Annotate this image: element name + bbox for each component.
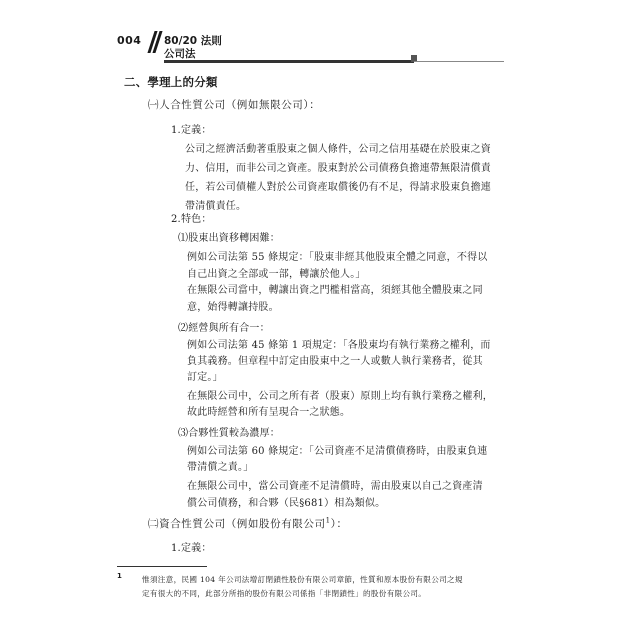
header-rule-thin xyxy=(414,61,504,62)
feature-heading: ⑵經營與所有合一： xyxy=(178,323,270,334)
footnote-line: 惟須注意，民國 104 年公司法增訂閉鎖性股份有限公司章節，性質和原本股份有限公司之規 xyxy=(142,575,463,584)
feature-paragraph-line: 例如公司法第 55 條規定：「股東非經其他股東全體之同意，不得以 xyxy=(187,252,488,263)
part2-heading-text: ㈡資合性質公司（例如股份有限公司 xyxy=(148,518,326,530)
feature-paragraph-line: 在無限公司中，公司之所有者（股東）原則上均有執行業務之權利， xyxy=(187,391,493,402)
feature-paragraph-line: 在無限公司當中，轉讓出資之門檻相當高，須經其他全體股東之同 xyxy=(187,285,483,296)
feature-heading: ⑴股東出資移轉困難： xyxy=(178,233,280,244)
feature-paragraph-line: 償公司債務，和合夥（民§681）相為類似。 xyxy=(187,498,386,509)
part1-definition-label: 1.定義： xyxy=(171,125,212,136)
header-rule xyxy=(164,60,414,63)
part1-heading: ㈠人合性質公司（例如無限公司）： xyxy=(148,99,321,111)
footnote-reference[interactable]: 1 xyxy=(325,516,331,525)
part2-definition-label: 1.定義： xyxy=(171,543,212,554)
feature-paragraph-line: 意，始得轉讓持股。 xyxy=(187,302,279,313)
footnote-mark: 1 xyxy=(117,572,122,580)
feature-paragraph-line: 例如公司法第 60 條規定：「公司資產不足清償債務時，由股東負連 xyxy=(187,446,488,457)
feature-paragraph-line: 帶清償之責。」 xyxy=(187,462,254,473)
page-number: 004 xyxy=(117,34,142,47)
part1-definition-line: 力、信用，而非公司之資產。股東對於公司債務負擔連帶無限清償責 xyxy=(185,163,491,174)
feature-paragraph-line: 自己出資之全部或一部，轉讓於他人。」 xyxy=(187,269,366,280)
running-header xyxy=(117,33,517,73)
part1-definition-line: 公司之經濟活動著重股東之個人條件，公司之信用基礎在於股東之資 xyxy=(185,144,491,155)
part1-definition-line: 帶清償責任。 xyxy=(185,201,247,212)
part2-heading xyxy=(148,515,348,534)
part2-heading-end: ）： xyxy=(330,518,348,530)
feature-paragraph-line: 例如公司法第 45 條第 1 項規定：「各股東均有執行業務之權利，而 xyxy=(187,340,491,351)
feature-paragraph-line: 訂定。」 xyxy=(187,372,223,383)
section-heading: 二、學理上的分類 xyxy=(124,75,218,89)
part1-definition-line: 任，若公司債權人對於公司資產取償後仍有不足，得請求股東負擔連 xyxy=(185,182,491,193)
part1-features-label: 2.特色： xyxy=(171,214,212,225)
feature-paragraph-line: 在無限公司中，當公司資產不足清償時，需由股東以自己之資產清 xyxy=(187,481,483,492)
feature-paragraph-line: 故此時經營和所有呈現合一之狀態。 xyxy=(187,407,351,418)
book-title: 80/20 法則 xyxy=(164,35,222,47)
footnote-line: 定有很大的不同，此部分所指的股份有限公司係指「非閉鎖性」的股份有限公司。 xyxy=(142,589,427,598)
book-subtitle: 公司法 xyxy=(164,48,196,60)
footnote-rule xyxy=(117,566,207,567)
feature-heading: ⑶合夥性質較為濃厚： xyxy=(178,428,280,439)
feature-paragraph-line: 負其義務。但章程中訂定由股東中之一人或數人執行業務者，從其 xyxy=(187,356,483,367)
